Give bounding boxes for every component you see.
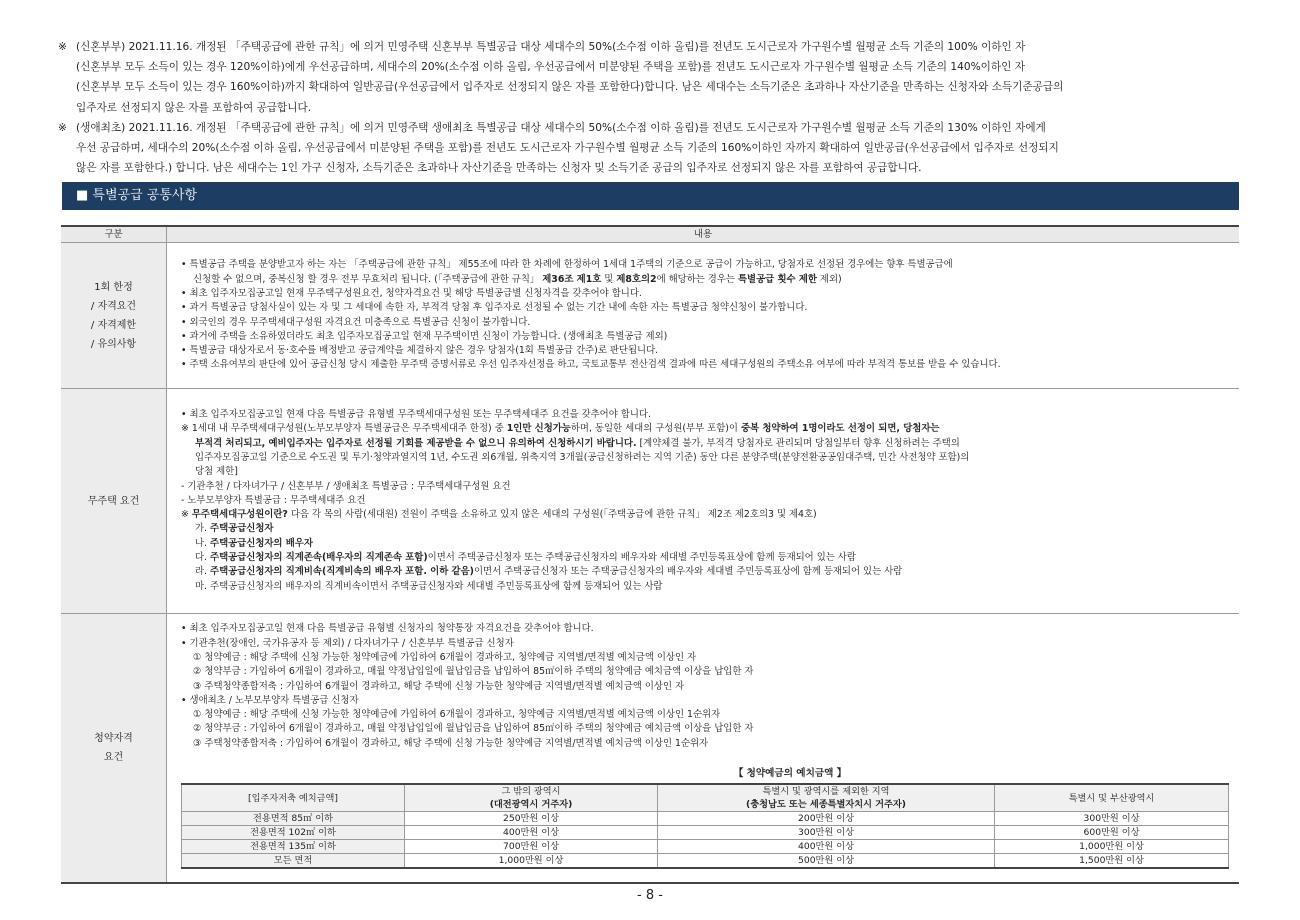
text: 하며, 동일한 세대의 구성원(부부 포함)이 [570,423,741,435]
text: 및 [601,273,617,285]
deposit-cell: 400만원 이상 [405,826,658,840]
bold-text: 주택공급신청자 [210,523,274,535]
content-line: • 기관추천(장애인, 국가유공자 등 제외) / 다자녀가구 / 신혼부부 특별공급 신청자 [181,637,514,649]
content-line [181,522,1239,536]
content-line [181,422,1239,436]
note-line: 않은 자를 포함한다.) 합니다. 남은 세대수는 1인 가구 신청자, 소득기준은 초과하나 자산기준을 만족하는 신청자 및 소득기준 공급의 입주자로 선정되지 않은 자를 포함하여 공급합니다. [76,162,922,175]
bold-text: 무주택세대구성원이란? [191,509,288,521]
bold-text: 제8호의2 [616,273,657,285]
deposit-header-row [182,784,1229,798]
category-line: 1회 한정 [94,281,133,293]
deposit-row [182,812,1229,826]
text: 이면서 주택공급신청자 또는 주택공급신청자의 배우자와 세대별 주민등록표상에 함께 등재되어 있는 사람 [473,566,903,578]
deposit-cell: 250만원 이상 [405,812,658,826]
deposit-header-seoul-busan: 특별시 및 부산광역시 [995,784,1229,812]
category-line: / 유의사항 [90,338,137,350]
content-line: - 노부모부양자 특별공급 : 무주택세대주 요건 [181,494,366,506]
content-line: 마. 주택공급신청자의 배우자의 직계비속이면서 주택공급신청자와 세대별 주민등록표상에 함께 등재되어 있는 사람 [195,580,663,592]
content-line: • 주택 소유여부의 판단에 있어 공급신청 당시 제출한 무주택 증명서류로 우선 입주자선정을 하고, 국토교통부 전산검색 결과에 따른 세대구성원의 주택소유 여부에 따라 부적격 통보를 받을 수 있습니다. [181,359,1001,371]
common-items-table [61,225,1239,884]
note-line: (생애최초) 2021.11.16. 개정된 「주택공급에 관한 규칙」에 의거 민영주택 생애최초 특별공급 대상 세대수의 50%(소수점 이하 올림)를 전년도 도시근로자 가구원수별 월평균 소득 기준의 130% 이하인 자에게 [76,121,1046,134]
deposit-cell: 300만원 이상 [658,826,995,840]
deposit-header-metro-sub: (대전광역시 거주자) [405,798,658,812]
note-line: (신혼부부 모두 소득이 있는 경우 120%이하)에게 우선공급하며, 세대수의 20%(소수점 이하 올림, 우선공급에서 미분양된 주택을 포함)를 전년도 도시근로자 가구원수별 월평균 소득 기준의 140%이하인 자 [76,61,1025,74]
row-category-once [61,243,167,389]
table-row [61,614,1239,883]
deposit-row [182,854,1229,869]
content-line: • 특별공급 주택을 분양받고자 하는 자는 「주택공급에 관한 규칙」 제55조에 따라 한 차례에 한정하여 1세대 1주택의 기준으로 공급이 가능하고, 당첨자로 선정된 경우에는 향후 특별공급에 [181,259,953,271]
content-line [181,437,1239,451]
content-line [181,537,1239,551]
content-line: ② 청약부금 : 가입하여 6개월이 경과하고, 매월 약정납입일에 월납입금을 납입하여 85㎡이하 주택의 청약예금 예치금액 이상을 납입한 자 [193,723,754,735]
section-title: ■ 특별공급 공통사항 [76,188,198,203]
note-line: 우선 공급하며, 세대수의 20%(소수점 이하 올림, 우선공급에서 미분양된 주택을 포함)를 전년도 도시근로자 가구원수별 월평균 소득 기준의 160%이하인 자까지 확대하여 일반공급(우선공급에서 입주자로 선정되지 [76,142,1059,155]
bold-text: 주택공급신청자의 직계존속(배우자의 직계존속 포함) [210,552,428,564]
text: [계약체결 불가, 부적격 당첨자로 관리되며 당첨일부터 향후 신청하려는 주택의 [636,437,960,449]
bold-text: 중복 청약하여 1명이라도 선정이 되면, 당첨자는 [740,423,940,435]
content-line [181,273,1239,287]
content-line: 입주자모집공고일 기준으로 수도권 및 투기·청약과열지역 1년, 수도권 외6개월, 위축지역 3개월(공급신청하려는 지역 기준) 동안 다른 분양주택(분양전환공공임대주택, 민간 사전청약 포함)의 [195,451,970,463]
deposit-cell: 전용면적 102㎡ 이하 [182,826,405,840]
text: 나. [195,537,211,549]
deposit-cell: 모든 면적 [182,854,405,869]
row-category-subscription [61,614,167,883]
content-line [181,551,1239,565]
section-header-bar [62,182,1239,210]
category-line: 요건 [103,751,124,763]
text: 제외) [816,273,842,285]
table-header-row [61,226,1239,243]
note-line: (신혼부부 모두 소득이 있는 경우 160%이하)까지 확대하여 일반공급(우선공급에서 입주자로 선정되지 않은 자를 포함한다)합니다. 남은 세대수는 소득기준은 초과하나 자산기준을 만족하는 신청자와 소득기준공급의 [76,81,1064,94]
deposit-cell: 1,000만원 이상 [405,854,658,869]
deposit-table [181,783,1229,869]
category-line: / 자격제한 [90,319,137,331]
content-line: • 과거에 주택을 소유하였더라도 최초 입주자모집공고일 현재 무주택이면 신청이 가능합니다. (생애최초 특별공급 제외) [181,330,668,342]
note-mark: ※ [58,41,67,53]
row-content-subscription [167,614,1240,883]
content-line [181,565,1239,579]
text: ※ 1세대 내 무주택세대구성원(노부모부양자 특별공급은 무주택세대주 한정) 중 [181,423,507,435]
text: 다. [195,552,211,564]
note-mark: ※ [58,121,67,134]
bold-text: 주택공급신청자의 직계비속(직계비속의 배우자 포함. 이하 같음) [210,566,474,578]
content-line: • 최초 입주자모집공고일 현재 다음 특별공급 유형별 무주택세대구성원 또는 무주택세대주 요건을 갖추어야 합니다. [181,409,651,421]
text: 가. [195,523,211,535]
note-line: 입주자로 선정되지 않은 자를 포함하여 공급합니다. [76,101,312,114]
deposit-header-other: 특별시 및 광역시를 제외한 지역 [658,784,995,798]
text: 라. [195,566,211,578]
bold-text: 제36조 제1호 [542,273,602,285]
header-category: 구분 [61,226,167,243]
content-line: • 최초 입주자모집공고일 현재 무주택구성원요건, 청약자격요건 및 해당 특별공급별 신청자격을 갖추어야 합니다. [181,287,642,299]
deposit-cell: 700만원 이상 [405,840,658,854]
content-line: • 외국인의 경우 무주택세대구성원 자격요건 미충족으로 특별공급 신청이 불가합니다. [181,316,531,328]
text: 신청할 수 없으며, 중복신청 할 경우 전부 무효처리 됩니다. (「주택공급에 관한 규칙」 [193,273,543,285]
table-row [61,243,1239,389]
text: ※ [181,509,192,521]
content-line: ② 청약부금 : 가입하여 6개월이 경과하고, 매월 약정납입일에 월납입금을 납입하여 85㎡이하 주택의 청약예금 예치금액 이상을 납입한 자 [193,666,754,678]
content-line: ③ 주택청약종합저축 : 가입하여 6개월이 경과하고, 해당 주택에 신청 가능한 청약예금 지역별/면적별 예치금액 이상인 1순위자 [193,737,709,749]
content-line: ① 청약예금 : 해당 주택에 신청 가능한 청약예금에 가입하여 6개월이 경과하고, 청약예금 지역별/면적별 예치금액 이상인 1순위자 [193,709,721,721]
category-line: / 자격요건 [90,300,137,312]
row-content-nohouse [167,389,1240,614]
deposit-header-other-sub: (충청남도 또는 세종특별자치시 거주자) [658,798,995,812]
bold-text: 부적격 처리되고, 예비입주자는 입주자로 선정될 기회를 제공받을 수 없으니 유의하여 신청하시기 바랍니다. [195,437,637,449]
content-line: • 특별공급 대상자로서 동·호수를 배정받고 공급계약을 체결하지 않은 경우 당첨자(1회 특별공급 간주)로 판단됩니다. [181,345,659,357]
table-row [61,389,1239,614]
deposit-header-metro: 그 밖의 광역시 [405,784,658,798]
content-line: - 기관추천 / 다자녀가구 / 신혼부부 / 생애최초 특별공급 : 무주택세대구성원 요건 [181,480,511,492]
note-first-time [58,118,1248,179]
bold-text: 1인만 신청가능 [506,423,571,435]
bold-text: 주택공급신청자의 배우자 [210,537,313,549]
row-content-once [167,243,1240,389]
page-number: - 8 - [637,888,663,903]
deposit-table-title: 【 청약예금의 예치금액 】 [733,768,847,780]
row-category-nohouse: 무주택 요건 [61,389,167,614]
deposit-header-label: [입주자저축 예치금액] [182,784,405,812]
deposit-cell: 1,000만원 이상 [995,840,1229,854]
deposit-cell: 600만원 이상 [995,826,1229,840]
note-line: (신혼부부) 2021.11.16. 개정된 「주택공급에 관한 규칙」에 의거 민영주택 신혼부부 특별공급 대상 세대수의 50%(소수점 이하 올림)를 전년도 도시근로자 가구원수별 월평균 소득 기준의 100% 이하인 자 [76,41,1026,53]
content-line: ① 청약예금 : 해당 주택에 신청 가능한 청약예금에 가입하여 6개월이 경과하고, 청약예금 지역별/면적별 예치금액 이상인 자 [193,652,697,663]
deposit-cell: 500만원 이상 [658,854,995,869]
content-line: • 과거 특별공급 당첨사실이 있는 자 및 그 세대에 속한 자, 부적격 당첨 후 입주자로 선정될 수 없는 기간 내에 속한 자는 특별공급 청약신청이 불가합니다. [181,302,808,314]
text: 에 해당하는 경우는 [656,273,738,285]
deposit-cell: 400만원 이상 [658,840,995,854]
bold-text: 특별공급 횟수 제한 [737,273,817,285]
deposit-cell: 200만원 이상 [658,812,995,826]
deposit-row [182,826,1229,840]
text: 이면서 주택공급신청자 또는 주택공급신청자의 배우자와 세대별 주민등록표상에 함께 등재되어 있는 사람 [427,552,856,564]
note-newlywed [58,37,1248,118]
deposit-cell: 전용면적 85㎡ 이하 [182,812,405,826]
deposit-cell: 1,500만원 이상 [995,854,1229,869]
deposit-cell: 300만원 이상 [995,812,1229,826]
category-line: 청약자격 [94,732,133,744]
content-line: • 최초 입주자모집공고일 현재 다음 특별공급 유형별 신청자의 청약통장 자격요건을 갖추어야 합니다. [181,623,594,635]
deposit-cell: 전용면적 135㎡ 이하 [182,840,405,854]
deposit-row [182,840,1229,854]
text: 다음 각 목의 사람(세대원) 전원이 주택을 소유하고 있지 않은 세대의 구성원(「주택공급에 관한 규칙」 제2조 제2호의3 및 제4호) [287,509,817,521]
notes-block [58,37,1248,178]
content-line [181,508,1239,522]
header-content: 내용 [167,226,1240,243]
content-line: • 생애최초 / 노부모부양자 특별공급 신청자 [181,694,359,706]
content-line: ③ 주택청약종합저축 : 가입하여 6개월이 경과하고, 해당 주택에 신청 가능한 청약예금 지역별/면적별 예치금액 이상인 자 [193,680,685,692]
content-line: 당첨 제한] [195,466,238,478]
